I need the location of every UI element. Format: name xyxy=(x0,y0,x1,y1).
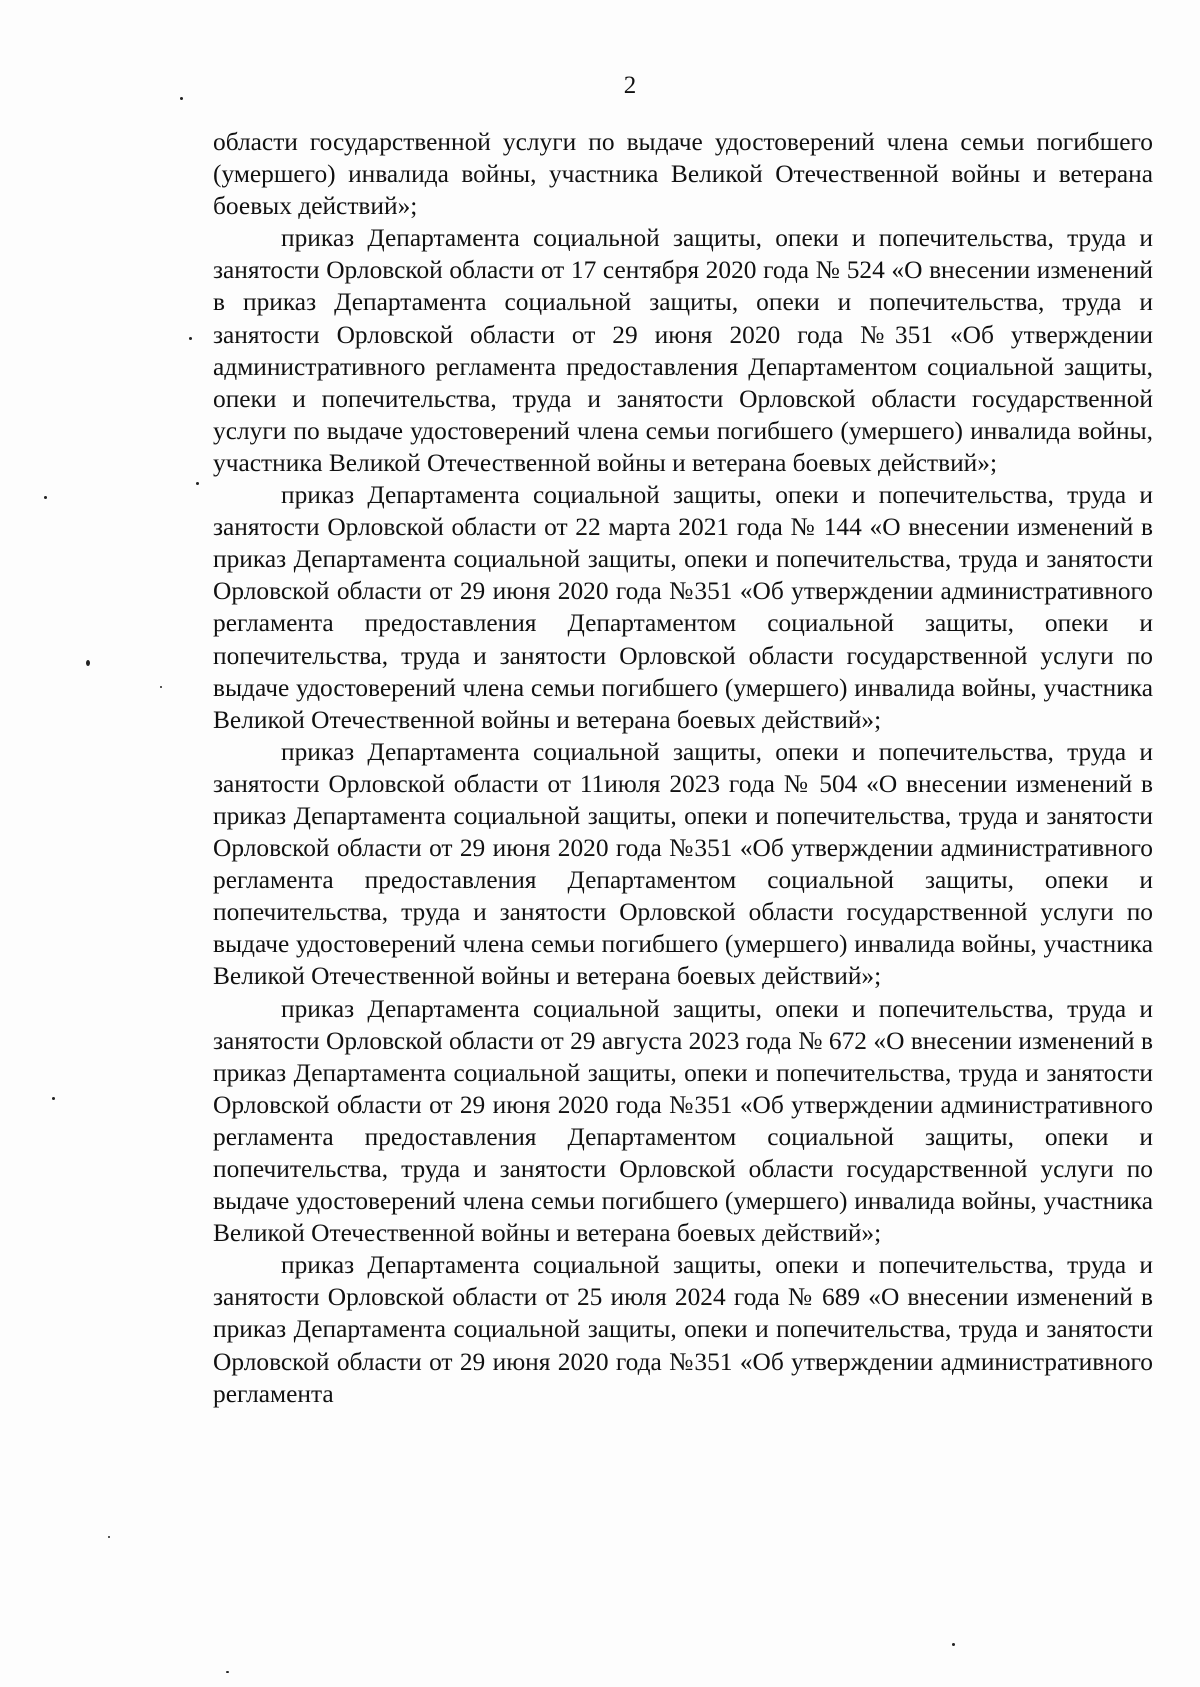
scan-speck xyxy=(108,1536,110,1538)
paragraph-order-672: приказ Департамента социальной защиты, опеки и попечительства, труда и занятости Орловской области от 29 августа 2023 года № 672 «О внесении изменений в приказ Департамента социальной защиты, опеки и попечительства, труда и занятости Орловской области от 29 июня 2020 года №351 «Об утверждении административного регламента предоставления Департаментом социальной защиты, опеки и попечительства, труда и занятости Орловской области государственной услуги по выдаче удостоверений члена семьи погибшего (умершего) инвалида войны, участника Великой Отечественной войны и ветерана боевых действий»; xyxy=(213,994,1153,1248)
scan-speck xyxy=(226,1671,229,1673)
document-body xyxy=(213,126,1153,1410)
scan-speck xyxy=(196,482,199,485)
paragraph-order-504: приказ Департамента социальной защиты, опеки и попечительства, труда и занятости Орловской области от 11июля 2023 года № 504 «О внесении изменений в приказ Департамента социальной защиты, опеки и попечительства, труда и занятости Орловской области от 29 июня 2020 года №351 «Об утверждении административного регламента предоставления Департаментом социальной защиты, опеки и попечительства, труда и занятости Орловской области государственной услуги по выдаче удостоверений члена семьи погибшего (умершего) инвалида войны, участника Великой Отечественной войны и ветерана боевых действий»; xyxy=(213,737,1153,991)
paragraph-continuation: области государственной услуги по выдаче удостоверений члена семьи погибшего (умершего) инвалида войны, участника Великой Отечественной войны и ветерана боевых действий»; xyxy=(213,128,1153,221)
scan-speck xyxy=(952,1643,955,1646)
scan-speck xyxy=(86,660,90,666)
scan-speck xyxy=(189,337,192,340)
paragraph-order-144: приказ Департамента социальной защиты, опеки и попечительства, труда и занятости Орловской области от 22 марта 2021 года № 144 «О внесении изменений в приказ Департамента социальной защиты, опеки и попечительства, труда и занятости Орловской области от 29 июня 2020 года №351 «Об утверждении административного регламента предоставления Департаментом социальной защиты, опеки и попечительства, труда и занятости Орловской области государственной услуги по выдаче удостоверений члена семьи погибшего (умершего) инвалида войны, участника Великой Отечественной войны и ветерана боевых действий»; xyxy=(213,481,1153,734)
page-number: 2 xyxy=(623,72,637,99)
paragraph-order-689: приказ Департамента социальной защиты, опеки и попечительства, труда и занятости Орловской области от 25 июля 2024 года № 689 «О внесении изменений в приказ Департамента социальной защиты, опеки и попечительства, труда и занятости Орловской области от 29 июня 2020 года №351 «Об утверждении административного регламента xyxy=(213,1251,1153,1408)
scan-speck xyxy=(52,1097,55,1100)
scan-speck xyxy=(160,686,162,688)
scan-speck xyxy=(180,97,183,100)
scan-speck xyxy=(44,496,47,499)
paragraph-order-524: приказ Департамента социальной защиты, опеки и попечительства, труда и занятости Орловской области от 17 сентября 2020 года № 524 «О внесении изменений в приказ Департамента социальной защиты, опеки и попечительства, труда и занятости Орловской области от 29 июня 2020 года №351 «Об утверждении административного регламента предоставления Департаментом социальной защиты, опеки и попечительства, труда и занятости Орловской области государственной услуги по выдаче удостоверений члена семьи погибшего (умершего) инвалида войны, участника Великой Отечественной войны и ветерана боевых действий»; xyxy=(213,224,1153,477)
